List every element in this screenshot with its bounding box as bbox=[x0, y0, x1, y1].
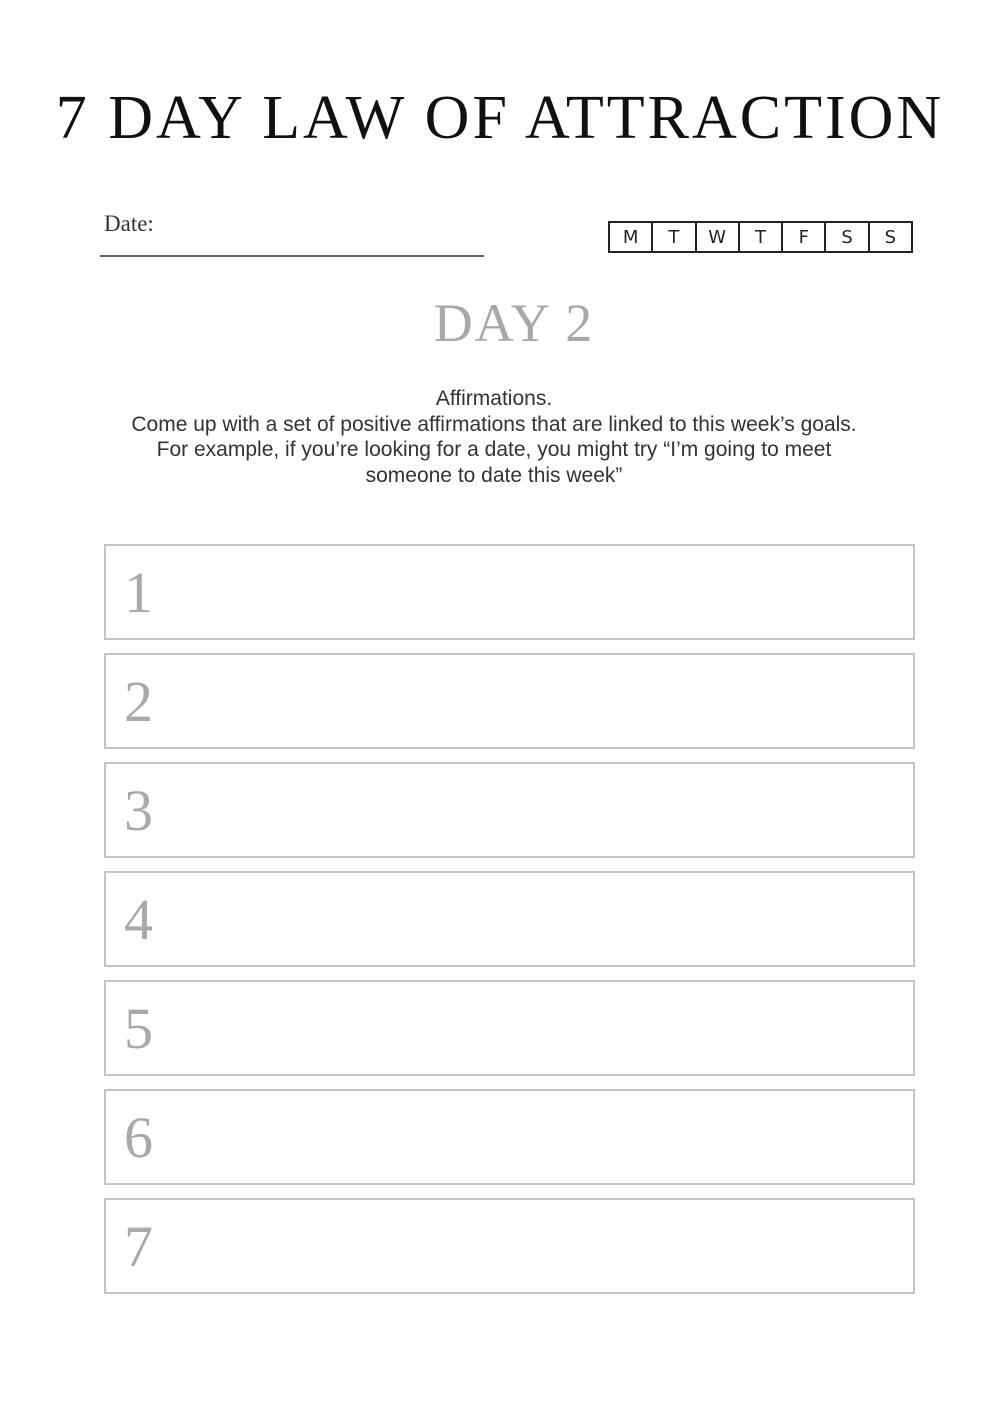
affirmation-box-5[interactable] bbox=[104, 980, 915, 1076]
affirmation-number: 2 bbox=[124, 669, 153, 734]
instructions-line: For example, if you’re looking for a date, you might try “I’m going to meet bbox=[156, 438, 832, 461]
weekday-saturday[interactable]: S bbox=[824, 223, 867, 251]
affirmation-box-3[interactable] bbox=[104, 762, 915, 858]
instructions-line: Come up with a set of positive affirmations that are linked to this week’s goals. bbox=[131, 412, 857, 436]
weekday-wednesday[interactable]: W bbox=[695, 223, 738, 251]
weekday-thursday[interactable]: T bbox=[738, 223, 781, 251]
affirmation-number: 6 bbox=[124, 1105, 153, 1170]
page-title: 7 DAY LAW OF ATTRACTION bbox=[55, 84, 945, 152]
instructions-line: someone to date this week” bbox=[365, 463, 623, 487]
day-heading: DAY 2 bbox=[433, 293, 595, 353]
affirmation-number: 3 bbox=[124, 778, 153, 843]
weekday-tuesday[interactable]: T bbox=[651, 223, 694, 251]
date-input-line[interactable] bbox=[100, 255, 484, 257]
affirmation-box-7[interactable] bbox=[104, 1198, 915, 1294]
affirmation-box-6[interactable] bbox=[104, 1089, 915, 1185]
weekday-selector bbox=[608, 221, 913, 253]
instructions-heading: Affirmations. bbox=[435, 387, 553, 410]
affirmation-box-4[interactable] bbox=[104, 871, 915, 967]
weekday-friday[interactable]: F bbox=[781, 223, 824, 251]
date-label: Date: bbox=[104, 211, 154, 236]
affirmation-number: 5 bbox=[124, 996, 153, 1061]
affirmation-number: 7 bbox=[124, 1214, 153, 1279]
affirmation-box-2[interactable] bbox=[104, 653, 915, 749]
instructions bbox=[60, 386, 928, 488]
affirmation-list bbox=[104, 544, 915, 1307]
affirmation-number: 4 bbox=[124, 887, 153, 952]
affirmation-number: 1 bbox=[124, 560, 153, 625]
affirmation-box-1[interactable] bbox=[104, 544, 915, 640]
weekday-monday[interactable]: M bbox=[622, 226, 639, 248]
weekday-sunday[interactable]: S bbox=[868, 223, 911, 251]
